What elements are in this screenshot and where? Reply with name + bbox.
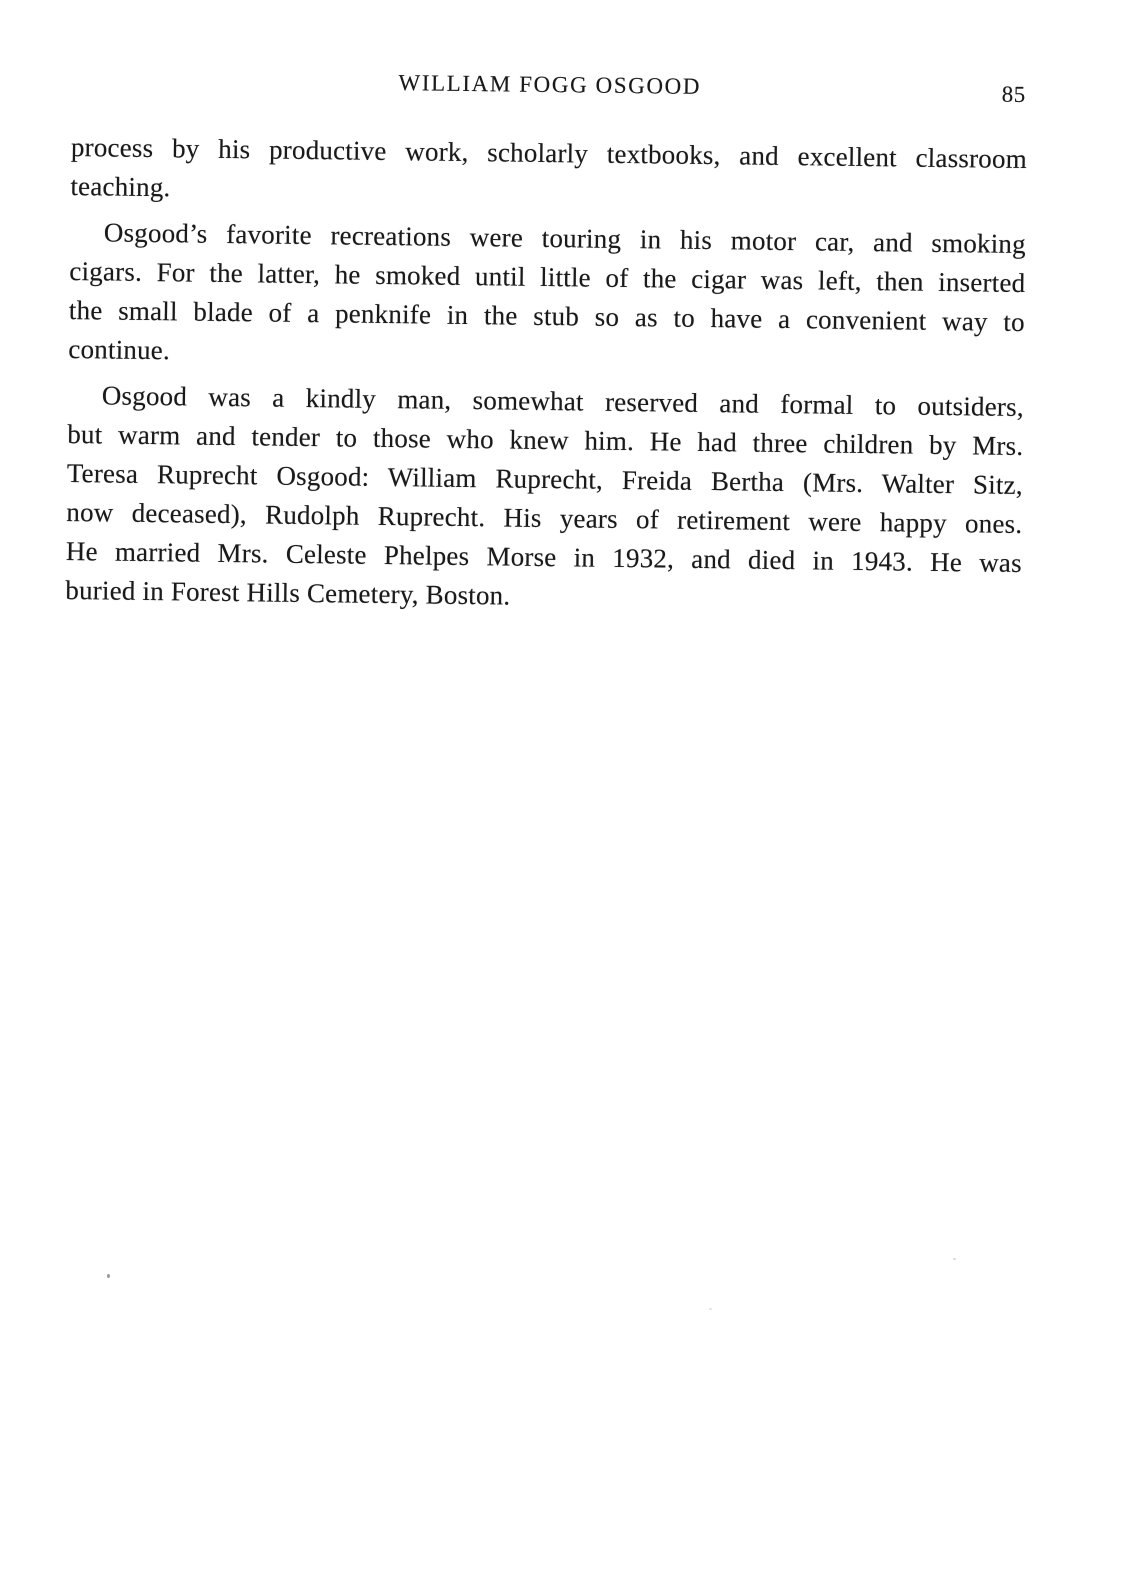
text-line: process by his productive work, scholarly textbooks, and excellent classroom xyxy=(70,131,1028,175)
text-line: Osgood was a kindly man, somewhat reserved and formal to outsiders, xyxy=(101,380,1024,422)
text-line: buried in Forest Hills Cemetery, Boston. xyxy=(65,574,511,611)
text-line: teaching. xyxy=(70,170,171,203)
header-title: WILLIAM FOGG OSGOOD xyxy=(398,70,702,99)
scan-speck xyxy=(107,1274,110,1278)
text-line: He married Mrs. Celeste Phelpes Morse in 1932, and died in 1943. He was xyxy=(65,535,1022,578)
text-line: cigars. For the latter, he smoked until little of the cigar was left, then inserted xyxy=(69,255,1026,298)
scan-speck xyxy=(709,1308,712,1310)
running-header xyxy=(72,64,1028,106)
text-line: but warm and tender to those who knew him. He had three children by Mrs. xyxy=(67,418,1024,461)
body-text xyxy=(65,128,1027,622)
paragraph xyxy=(65,376,1024,622)
text-line: now deceased), Rudolph Ruprecht. His years of retirement were happy ones. xyxy=(66,496,1023,539)
paragraph xyxy=(70,128,1027,218)
page-number: 85 xyxy=(1001,81,1026,107)
text-line: the small blade of a penknife in the stub so as to have a convenient way to xyxy=(68,294,1026,337)
scan-speck xyxy=(953,1258,956,1260)
text-line: Osgood’s favorite recreations were touring in his motor car, and smoking xyxy=(103,217,1027,259)
paragraph xyxy=(68,213,1026,381)
text-line: Teresa Ruprecht Osgood: William Ruprecht, Freida Bertha (Mrs. Walter Sitz, xyxy=(66,457,1023,500)
text-line: continue. xyxy=(68,333,171,366)
page-content xyxy=(65,64,1028,622)
